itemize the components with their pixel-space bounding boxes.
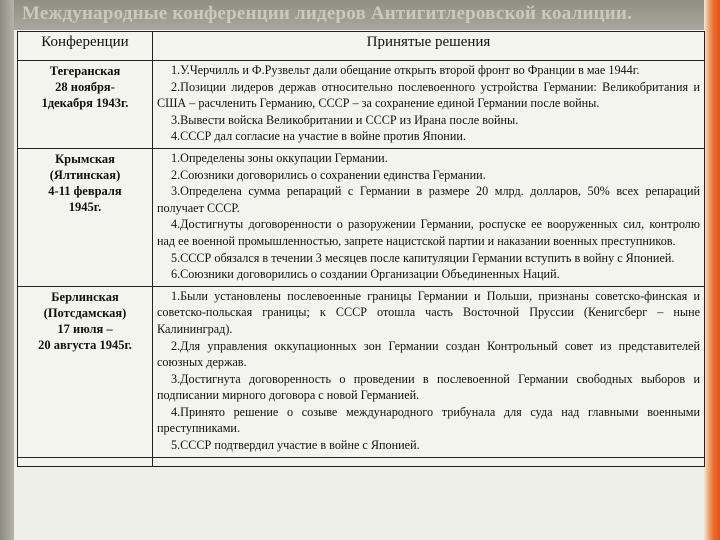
table-spacer-row	[18, 457, 705, 466]
decision-item: 1.У.Черчилль и Ф.Рузвельт дали обещание открыть второй фронт во Франции в мае 1944г.	[171, 63, 640, 77]
decision-item: 3.Определена сумма репараций с Германии в размере 20 млрд. долларов, 50% всех репараций получает СССР.	[157, 184, 700, 215]
decision-item: 3.Достигнута договоренность о проведении в послевоенной Германии свободных выборов и подписании мирного договора с новой Германией.	[157, 371, 700, 403]
table-header-row	[18, 32, 705, 61]
decision-item: 3.Вывести войска Великобритании и СССР из Ирана после войны.	[171, 112, 519, 127]
decision-item: 2.Союзники договорились о сохранении единства Германии.	[171, 167, 486, 182]
left-decorative-band	[0, 0, 14, 540]
decisions-cell	[153, 148, 705, 286]
table-row-yalta	[18, 148, 705, 286]
conference-name: Тегеранская 28 ноября- 1декабря 1943г.	[18, 61, 153, 149]
table-row-tehran	[18, 61, 705, 149]
page-title: Международные конференции лидеров Антигитлеровской коалиции.	[22, 3, 633, 24]
spacer-cell	[18, 457, 153, 466]
decision-item: 5.СССР подтвердил участие в войне с Японией.	[171, 438, 420, 453]
conferences-table	[17, 31, 705, 467]
right-decorative-band	[704, 0, 720, 540]
header-decisions: Принятые решения	[153, 32, 705, 61]
decision-item: 5.СССР обязался в течении 3 месяцев после капитуляции Германии вступить в войну с Японией.	[171, 250, 675, 265]
decision-item: 4.СССР дал согласие на участие в войне против Японии.	[171, 129, 466, 144]
decision-item: 1.Определены зоны оккупации Германии.	[171, 150, 388, 165]
decision-item: 4.Достигнуты договоренности о разоружении Германии, роспуске ее вооруженных сил, контролю над ее военной промышленностью, запрете нацистской партии и наказании военных преступников.	[157, 217, 700, 248]
conference-name: Берлинская (Потсдамская) 17 июля – 20 августа 1945г.	[18, 286, 153, 457]
spacer-cell	[153, 457, 705, 466]
decisions-cell	[153, 61, 705, 149]
conference-name: Крымская (Ялтинская) 4-11 февраля 1945г.	[18, 148, 153, 286]
table-row-potsdam	[18, 286, 705, 457]
decisions-cell	[153, 286, 705, 457]
decision-item: 2.Позиции лидеров держав относительно послевоенного устройства Германии: Великобритания и США – расчленить Германию, СССР – за сохранение единой Германии после войны.	[157, 79, 700, 111]
header-conferences: Конференции	[18, 32, 153, 61]
decision-item: 6.Союзники договорились о создании Организации Объединенных Наций.	[171, 267, 560, 282]
decision-item: 2.Для управления оккупационных зон Германии создан Контрольный совет из представителей союзных держав.	[157, 338, 700, 370]
decision-item: 1.Были установлены послевоенные границы Германии и Польши, признаны советско-финская и советско-польская границы; к СССР отошла часть Восточной Пруссии (Кенигсберг – ныне Калининград).	[157, 288, 700, 336]
decision-item: 4.Принято решение о созыве международного трибунала для суда над главными военными преступниками.	[157, 404, 700, 436]
